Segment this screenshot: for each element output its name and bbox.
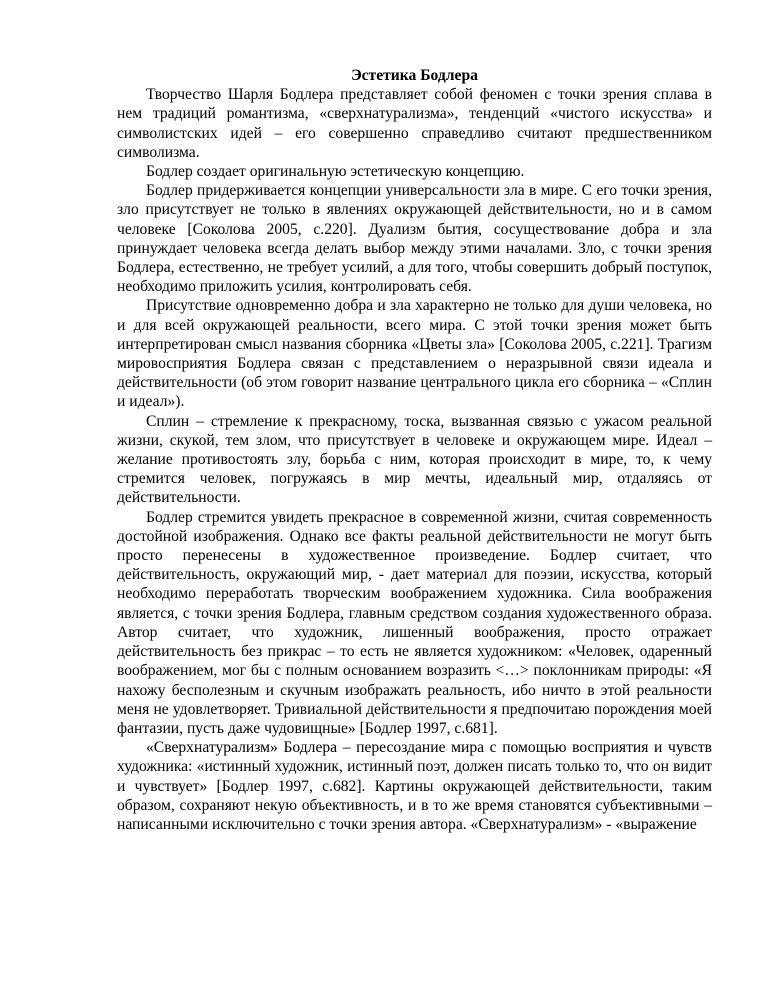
paragraph: Бодлер создает оригинальную эстетическую концепцию. xyxy=(146,163,525,181)
paragraph: Бодлер стремится увидеть прекрасное в современной жизни, считая современность достойной изображения. Однако все факты реальной действительности не могут быть просто перенесены в художественное произведение. Бодлер считает, что действительность, окружающий мир, - дает материал для поэзии, искусства, который необходимо переработать творческим воображением художника. Сила воображения является, с точки зрения Бодлера, главным средством создания художественного образа. Автор считает, что художник, лишенный воображения, просто отражает действительность без прикрас – то есть не является художником: «Человек, одаренный воображением, мог бы с полным основанием возразить <…> поклонникам природы: «Я нахожу бесполезным и скучным изображать реальность, ибо ничто в этой реальности меня не удовлетворяет. Тривиальной действительности я предпочитаю порождения моей фантазии, пусть даже чудовищные» [Бодлер 1997, с.681]. xyxy=(117,508,712,737)
paragraph: Сплин – стремление к прекрасному, тоска, вызванная связью с ужасом реальной жизни, скукой, тем злом, что присутствует в человеке и окружающем мире. Идеал – желание противостоять злу, борьба с ним, которая происходит в мире, то, к чему стремится человек, погружаясь в мир мечты, идеальный мир, отдаляясь от действительности. xyxy=(117,412,712,507)
paragraph: Творчество Шарля Бодлера представляет собой феномен с точки зрения сплава в нем традиций романтизма, «сверхнатурализма», тенденций «чистого искусства» и символистских идей – его совершенно справедливо считают предшественником символизма. xyxy=(117,86,712,161)
document-page xyxy=(117,66,712,834)
paragraph-last: «Сверхнатурализм» Бодлера – пересоздание мира с помощью восприятия и чувств художника: «истинный художник, истинный поэт, должен писать только то, что он видит и чувствует» [Бодлер 1997, с.682]. Картины окружающей действительности, таким образом, сохраняют некую объективность, и в то же время становятся субъективными – написанными исключительно с точки зрения автора. «Сверхнатурализм» - «выражение xyxy=(117,739,712,833)
document-title: Эстетика Бодлера xyxy=(351,67,478,84)
paragraph: Бодлер придерживается концепции универсальности зла в мире. С его точки зрения, зло присутствует не только в явлениях окружающей действительности, но и в самом человеке [Соколова 2005, с.220]. Дуализм бытия, сосуществование добра и зла принуждает человека всегда делать выбор между этими началами. Зло, с точки зрения Бодлера, естественно, не требует усилий, а для того, чтобы совершить добрый поступок, необходимо приложить усилия, контролировать себя. xyxy=(117,182,712,296)
paragraph: Присутствие одновременно добра и зла характерно не только для души человека, но и для всей окружающей реальности, всего мира. С этой точки зрения может быть интерпретирован смысл названия сборника «Цветы зла» [Соколова 2005, с.221]. Трагизм мировосприятия Бодлера связан с представлением о неразрывной связи идеала и действительности (об этом говорит название центрального цикла его сборника – «Сплин и идеал»). xyxy=(117,297,712,411)
